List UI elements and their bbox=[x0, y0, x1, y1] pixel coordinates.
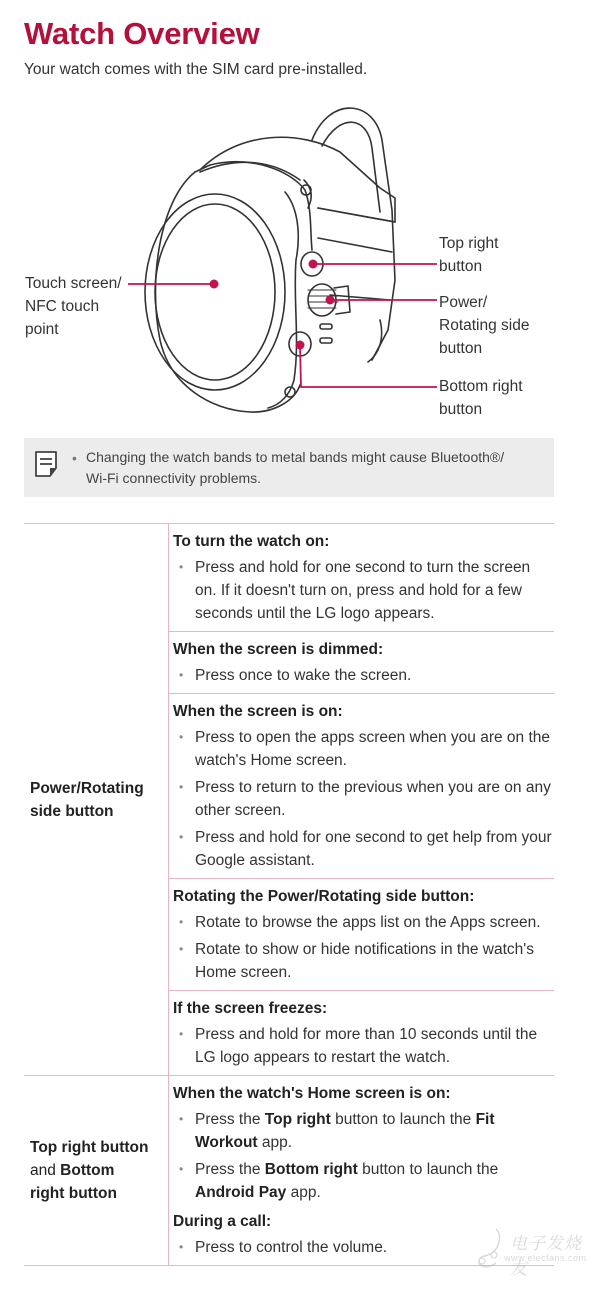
label-part: Top right button bbox=[30, 1139, 149, 1156]
list-item: • Press once to wake the screen. bbox=[173, 664, 554, 687]
table-row bbox=[24, 524, 554, 1076]
button-functions-table bbox=[24, 523, 554, 1266]
row-label bbox=[24, 1076, 169, 1265]
section-heading: When the watch's Home screen is on: bbox=[173, 1085, 451, 1102]
row-label bbox=[24, 524, 169, 1075]
table-section bbox=[169, 632, 554, 694]
list-item: • Press to control the volume. bbox=[173, 1236, 554, 1259]
callout-line: NFC touch bbox=[25, 298, 100, 315]
row-label-text: Power/Rotating side button bbox=[30, 779, 144, 820]
callout-line: point bbox=[25, 321, 59, 338]
note-box bbox=[24, 438, 554, 497]
text-part: Bottom right bbox=[264, 1161, 358, 1178]
section-heading: When the screen is on: bbox=[173, 703, 343, 720]
table-section bbox=[169, 694, 554, 879]
watermark bbox=[474, 1225, 594, 1278]
table-section bbox=[169, 991, 554, 1075]
list-item: • Press to open the apps screen when you are on the watch's Home screen. bbox=[173, 726, 554, 772]
section-heading: Rotating the Power/Rotating side button: bbox=[173, 888, 475, 905]
list-item bbox=[173, 1108, 554, 1154]
watch-diagram bbox=[0, 100, 600, 430]
callout-bottom-right-button bbox=[439, 375, 523, 421]
callout-line: Rotating side bbox=[439, 317, 530, 334]
callout-line: Top right bbox=[439, 235, 499, 252]
list-item: • Rotate to browse the apps list on the Apps screen. bbox=[173, 911, 554, 934]
watermark-url: www.elecfans.com bbox=[504, 1253, 587, 1263]
table-section bbox=[169, 1076, 554, 1204]
label-part: Bottom bbox=[60, 1162, 115, 1179]
list-item: • Press and hold for one second to get help from your Google assistant. bbox=[173, 826, 554, 872]
row-label-text bbox=[30, 1136, 149, 1205]
callout-power-button bbox=[439, 291, 529, 360]
callout-top-right-button bbox=[439, 232, 498, 278]
note-icon bbox=[34, 450, 58, 478]
callout-line: button bbox=[439, 401, 483, 418]
table-section bbox=[169, 879, 554, 991]
text-part: button to launch the bbox=[330, 1111, 476, 1128]
text-part: Press the bbox=[195, 1161, 265, 1178]
text-part: app. bbox=[257, 1134, 293, 1151]
list-item: • Rotate to show or hide notifications in the watch's Home screen. bbox=[173, 938, 554, 984]
callout-line: button bbox=[439, 340, 483, 357]
row-content bbox=[169, 524, 554, 1075]
text-part: Top right bbox=[264, 1111, 331, 1128]
watermark-text: 电子发烧友 bbox=[510, 1234, 582, 1278]
note-line: Changing the watch bands to metal bands might cause Bluetooth®/ bbox=[86, 449, 505, 465]
callout-touch-screen bbox=[25, 272, 122, 341]
watermark-logo-icon bbox=[474, 1225, 514, 1271]
callout-line: Bottom right bbox=[439, 378, 523, 395]
section-heading: If the screen freezes: bbox=[173, 1000, 328, 1017]
callout-line: Touch screen/ bbox=[25, 275, 122, 292]
text-part: button to launch the bbox=[357, 1161, 499, 1178]
text-part: Press the bbox=[195, 1111, 265, 1128]
text-part: app. bbox=[286, 1184, 321, 1201]
page-title: Watch Overview bbox=[24, 16, 260, 51]
section-heading: During a call: bbox=[173, 1213, 272, 1230]
list-item: • Press and hold for more than 10 seconds until the LG logo appears to restart the watch. bbox=[173, 1023, 554, 1069]
section-heading: To turn the watch on: bbox=[173, 533, 330, 550]
text-part: Android Pay bbox=[195, 1184, 287, 1201]
section-heading: When the screen is dimmed: bbox=[173, 641, 384, 658]
page-subtitle: Your watch comes with the SIM card pre-installed. bbox=[24, 61, 368, 78]
callout-line: button bbox=[439, 258, 483, 275]
bullet: • bbox=[72, 450, 77, 466]
callout-line: Power/ bbox=[439, 294, 488, 311]
table-section bbox=[169, 524, 554, 632]
list-item bbox=[173, 1158, 554, 1204]
list-item: • Press to return to the previous when you are on any other screen. bbox=[173, 776, 554, 822]
note-line: Wi-Fi connectivity problems. bbox=[86, 470, 262, 486]
label-part: right button bbox=[30, 1185, 117, 1202]
text-part: Fit Workout bbox=[195, 1111, 495, 1151]
note-text bbox=[86, 447, 546, 489]
list-item: • Press and hold for one second to turn the screen on. If it doesn't turn on, press and hold for a few seconds until the LG logo appears. bbox=[173, 556, 554, 625]
label-part: and bbox=[30, 1162, 61, 1179]
